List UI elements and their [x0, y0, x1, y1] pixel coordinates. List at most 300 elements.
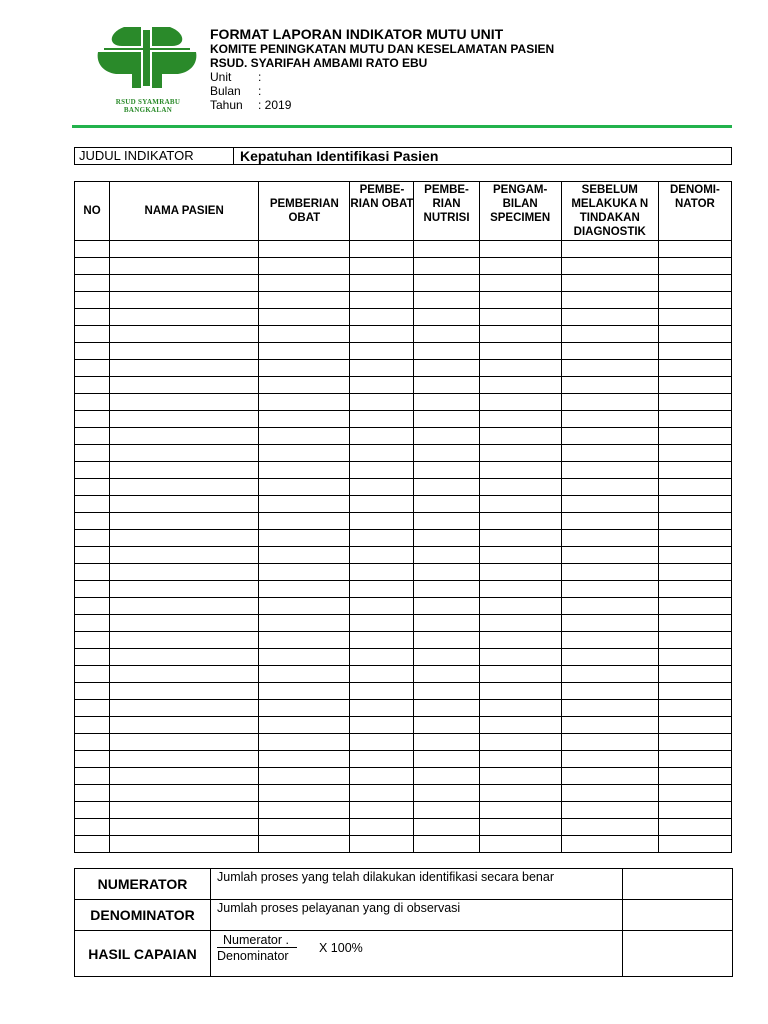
table-row [75, 411, 732, 428]
data-table [74, 181, 732, 853]
table-cell [110, 241, 259, 258]
table-cell [414, 666, 479, 683]
report-header [210, 26, 554, 112]
table-cell [110, 547, 259, 564]
table-cell [479, 292, 561, 309]
table-cell [350, 564, 414, 581]
table-cell [561, 836, 658, 853]
table-cell [350, 258, 414, 275]
table-cell [479, 241, 561, 258]
table-cell [414, 258, 479, 275]
table-cell [479, 479, 561, 496]
table-cell [414, 360, 479, 377]
table-cell [658, 445, 731, 462]
table-cell [561, 547, 658, 564]
table-row [75, 275, 732, 292]
table-cell [110, 802, 259, 819]
table-cell [479, 615, 561, 632]
table-cell [75, 768, 110, 785]
table-cell [75, 819, 110, 836]
table-cell [259, 547, 350, 564]
table-cell [658, 360, 731, 377]
table-cell [414, 479, 479, 496]
table-cell [75, 343, 110, 360]
table-cell [479, 360, 561, 377]
table-cell [414, 462, 479, 479]
table-cell [561, 513, 658, 530]
table-row [75, 309, 732, 326]
table-cell [561, 530, 658, 547]
table-cell [350, 428, 414, 445]
table-cell [414, 445, 479, 462]
table-cell [110, 632, 259, 649]
table-cell [561, 241, 658, 258]
table-cell [479, 547, 561, 564]
table-cell [414, 292, 479, 309]
table-cell [350, 411, 414, 428]
table-cell [259, 734, 350, 751]
table-cell [658, 836, 731, 853]
table-cell [110, 513, 259, 530]
table-cell [658, 462, 731, 479]
table-cell [75, 700, 110, 717]
table-cell [259, 513, 350, 530]
table-cell [658, 377, 731, 394]
table-cell [414, 632, 479, 649]
table-cell [75, 598, 110, 615]
table-cell [479, 751, 561, 768]
table-cell [658, 547, 731, 564]
col-header-sebelum-tindakan: SEBELUM MELAKUKA N TINDAKAN DIAGNOSTIK [561, 182, 658, 241]
table-cell [350, 275, 414, 292]
hospital-name: RSUD. SYARIFAH AMBAMI RATO EBU [210, 56, 428, 70]
table-cell [561, 649, 658, 666]
table-cell [479, 394, 561, 411]
table-cell [75, 411, 110, 428]
table-cell [110, 394, 259, 411]
table-cell [561, 564, 658, 581]
table-cell [479, 768, 561, 785]
table-cell [414, 275, 479, 292]
table-cell [350, 836, 414, 853]
table-cell [658, 802, 731, 819]
table-cell [110, 292, 259, 309]
table-row [75, 530, 732, 547]
table-cell [479, 275, 561, 292]
hasil-capaian-label: HASIL CAPAIAN [75, 931, 211, 977]
table-cell [561, 377, 658, 394]
table-cell [259, 598, 350, 615]
table-cell [414, 683, 479, 700]
table-row [75, 598, 732, 615]
table-cell [110, 445, 259, 462]
table-cell [561, 275, 658, 292]
table-row [75, 547, 732, 564]
table-cell [414, 836, 479, 853]
summary-table [74, 868, 733, 977]
table-cell [479, 462, 561, 479]
table-cell [658, 394, 731, 411]
table-cell [479, 734, 561, 751]
green-cross-emblem-icon [94, 22, 202, 98]
table-cell [75, 615, 110, 632]
col-header-nama-pasien: NAMA PASIEN [110, 182, 259, 241]
table-cell [479, 717, 561, 734]
col-header-pengambilan-specimen: PENGAM-BILAN SPECIMEN [479, 182, 561, 241]
formula-denominator: Denominator [217, 949, 289, 963]
table-cell [414, 649, 479, 666]
table-cell [479, 530, 561, 547]
bulan-label: Bulan [210, 84, 241, 98]
table-cell [561, 734, 658, 751]
table-row [75, 768, 732, 785]
table-cell [75, 547, 110, 564]
table-cell [350, 700, 414, 717]
table-cell [414, 700, 479, 717]
table-cell [479, 785, 561, 802]
table-cell [259, 292, 350, 309]
table-cell [658, 819, 731, 836]
table-cell [110, 462, 259, 479]
table-cell [259, 700, 350, 717]
table-row [75, 360, 732, 377]
col-header-pemberian-obat: PEMBERIAN OBAT [259, 182, 350, 241]
col-header-no: NO [75, 182, 110, 241]
table-cell [658, 717, 731, 734]
table-row [75, 717, 732, 734]
table-cell [259, 258, 350, 275]
table-cell [259, 802, 350, 819]
table-row [75, 615, 732, 632]
table-cell [75, 649, 110, 666]
table-cell [561, 819, 658, 836]
table-row [75, 666, 732, 683]
table-cell [350, 819, 414, 836]
table-cell [259, 666, 350, 683]
table-cell [658, 496, 731, 513]
judul-label: JUDUL INDIKATOR [75, 148, 234, 164]
report-title: FORMAT LAPORAN INDIKATOR MUTU UNIT [210, 26, 504, 42]
table-cell [561, 802, 658, 819]
table-cell [110, 836, 259, 853]
table-cell [350, 530, 414, 547]
denominator-text: Jumlah proses pelayanan yang di observasi [211, 900, 623, 931]
table-cell [75, 258, 110, 275]
denominator-value-cell [623, 900, 733, 931]
table-cell [75, 564, 110, 581]
tahun-label: Tahun [210, 98, 243, 112]
table-cell [414, 377, 479, 394]
table-cell [110, 530, 259, 547]
table-cell [75, 785, 110, 802]
table-cell [75, 717, 110, 734]
table-cell [414, 564, 479, 581]
table-cell [658, 700, 731, 717]
table-cell [75, 836, 110, 853]
table-cell [259, 785, 350, 802]
table-cell [350, 309, 414, 326]
table-row [75, 343, 732, 360]
table-cell [350, 343, 414, 360]
table-cell [259, 632, 350, 649]
capaian-formula [217, 932, 622, 976]
table-cell [259, 615, 350, 632]
table-cell [479, 632, 561, 649]
table-cell [75, 394, 110, 411]
table-cell [561, 666, 658, 683]
numerator-value-cell [623, 869, 733, 900]
table-cell [110, 717, 259, 734]
table-cell [414, 326, 479, 343]
table-cell [110, 598, 259, 615]
formula-fraction [217, 933, 297, 964]
table-cell [259, 377, 350, 394]
table-cell [479, 258, 561, 275]
table-cell [75, 666, 110, 683]
table-row [75, 479, 732, 496]
table-cell [75, 241, 110, 258]
table-cell [658, 479, 731, 496]
table-cell [350, 598, 414, 615]
table-cell [561, 683, 658, 700]
table-cell [658, 768, 731, 785]
table-cell [561, 326, 658, 343]
table-cell [658, 258, 731, 275]
table-row [75, 751, 732, 768]
table-cell [561, 751, 658, 768]
table-cell [414, 428, 479, 445]
judul-indikator-box [74, 147, 732, 165]
table-cell [350, 768, 414, 785]
table-cell [414, 411, 479, 428]
col-header-pemberian-obat-2: PEMBE-RIAN OBAT [350, 182, 414, 241]
table-cell [110, 564, 259, 581]
col-header-denominator: DENOMI-NATOR [658, 182, 731, 241]
table-cell [479, 581, 561, 598]
table-cell [110, 649, 259, 666]
table-cell [414, 615, 479, 632]
table-cell [110, 615, 259, 632]
table-cell [350, 666, 414, 683]
logo-caption [94, 98, 202, 114]
table-cell [75, 496, 110, 513]
table-cell [561, 632, 658, 649]
table-cell [75, 309, 110, 326]
table-cell [350, 717, 414, 734]
bulan-value: : [258, 84, 262, 98]
table-cell [414, 751, 479, 768]
table-cell [414, 785, 479, 802]
table-cell [561, 581, 658, 598]
table-cell [110, 326, 259, 343]
table-cell [414, 547, 479, 564]
table-cell [259, 836, 350, 853]
table-cell [75, 513, 110, 530]
table-cell [414, 241, 479, 258]
table-cell [479, 683, 561, 700]
table-cell [110, 683, 259, 700]
numerator-row [75, 869, 733, 900]
table-cell [658, 411, 731, 428]
table-cell [561, 309, 658, 326]
table-cell [350, 683, 414, 700]
table-cell [350, 785, 414, 802]
table-row [75, 258, 732, 275]
table-cell [658, 785, 731, 802]
table-cell [658, 343, 731, 360]
table-cell [75, 360, 110, 377]
hospital-logo [94, 22, 202, 118]
logo-caption-line2: BANGKALAN [123, 106, 173, 114]
table-cell [479, 836, 561, 853]
table-cell [110, 666, 259, 683]
table-cell [259, 411, 350, 428]
table-cell [350, 394, 414, 411]
table-cell [259, 683, 350, 700]
header-divider [72, 125, 732, 128]
table-cell [561, 598, 658, 615]
numerator-label: NUMERATOR [75, 869, 211, 900]
logo-caption-line1: RSUD SYAMRABU [115, 98, 181, 106]
table-cell [350, 632, 414, 649]
table-cell [259, 717, 350, 734]
table-cell [658, 649, 731, 666]
table-row [75, 326, 732, 343]
table-cell [350, 547, 414, 564]
table-row [75, 445, 732, 462]
judul-value: Kepatuhan Identifikasi Pasien [240, 148, 439, 164]
table-cell [75, 734, 110, 751]
table-cell [259, 394, 350, 411]
table-cell [350, 292, 414, 309]
table-cell [110, 785, 259, 802]
table-cell [350, 445, 414, 462]
table-cell [479, 496, 561, 513]
table-cell [414, 581, 479, 598]
committee-name: KOMITE PENINGKATAN MUTU DAN KESELAMATAN PASIEN [210, 42, 555, 56]
table-cell [658, 615, 731, 632]
table-row [75, 581, 732, 598]
table-row [75, 377, 732, 394]
table-cell [414, 717, 479, 734]
table-cell [75, 530, 110, 547]
table-cell [350, 496, 414, 513]
table-cell [658, 326, 731, 343]
table-cell [259, 326, 350, 343]
unit-row [210, 70, 554, 84]
table-cell [658, 666, 731, 683]
table-cell [479, 802, 561, 819]
table-cell [110, 819, 259, 836]
table-cell [414, 496, 479, 513]
table-cell [350, 513, 414, 530]
table-cell [479, 666, 561, 683]
table-cell [259, 445, 350, 462]
table-cell [75, 581, 110, 598]
table-cell [110, 343, 259, 360]
table-cell [75, 751, 110, 768]
table-cell [479, 700, 561, 717]
col-header-pemberian-nutrisi: PEMBE-RIAN NUTRISI [414, 182, 479, 241]
numerator-text: Jumlah proses yang telah dilakukan identifikasi secara benar [211, 869, 623, 900]
table-cell [259, 479, 350, 496]
table-cell [658, 734, 731, 751]
table-cell [75, 632, 110, 649]
formula-cell [211, 931, 623, 977]
table-cell [658, 513, 731, 530]
table-cell [479, 411, 561, 428]
table-cell [259, 241, 350, 258]
table-cell [75, 275, 110, 292]
table-cell [75, 462, 110, 479]
table-cell [75, 445, 110, 462]
table-cell [350, 581, 414, 598]
table-row [75, 632, 732, 649]
table-cell [259, 649, 350, 666]
table-cell [561, 785, 658, 802]
table-cell [75, 802, 110, 819]
table-cell [658, 530, 731, 547]
table-cell [479, 598, 561, 615]
table-cell [350, 479, 414, 496]
table-cell [479, 445, 561, 462]
table-cell [658, 683, 731, 700]
table-cell [414, 802, 479, 819]
table-cell [259, 462, 350, 479]
table-row [75, 292, 732, 309]
table-cell [479, 564, 561, 581]
table-cell [479, 309, 561, 326]
table-cell [479, 326, 561, 343]
table-cell [75, 377, 110, 394]
table-header-row [75, 182, 732, 241]
bulan-row [210, 84, 554, 98]
table-cell [561, 496, 658, 513]
hasil-capaian-value-cell [623, 931, 733, 977]
table-cell [110, 581, 259, 598]
table-cell [561, 445, 658, 462]
table-cell [110, 734, 259, 751]
table-cell [110, 496, 259, 513]
table-cell [658, 632, 731, 649]
table-cell [110, 411, 259, 428]
table-cell [561, 258, 658, 275]
table-cell [259, 275, 350, 292]
table-cell [350, 649, 414, 666]
table-cell [479, 377, 561, 394]
unit-value: : [258, 70, 262, 84]
table-cell [75, 428, 110, 445]
table-cell [259, 819, 350, 836]
table-cell [414, 309, 479, 326]
table-cell [259, 564, 350, 581]
table-cell [110, 768, 259, 785]
table-cell [561, 411, 658, 428]
table-row [75, 819, 732, 836]
table-cell [561, 292, 658, 309]
table-row [75, 496, 732, 513]
table-row [75, 649, 732, 666]
table-cell [110, 428, 259, 445]
table-cell [561, 700, 658, 717]
table-cell [561, 615, 658, 632]
table-cell [75, 683, 110, 700]
table-cell [658, 241, 731, 258]
table-cell [658, 292, 731, 309]
table-cell [561, 428, 658, 445]
table-cell [110, 360, 259, 377]
table-cell [658, 275, 731, 292]
